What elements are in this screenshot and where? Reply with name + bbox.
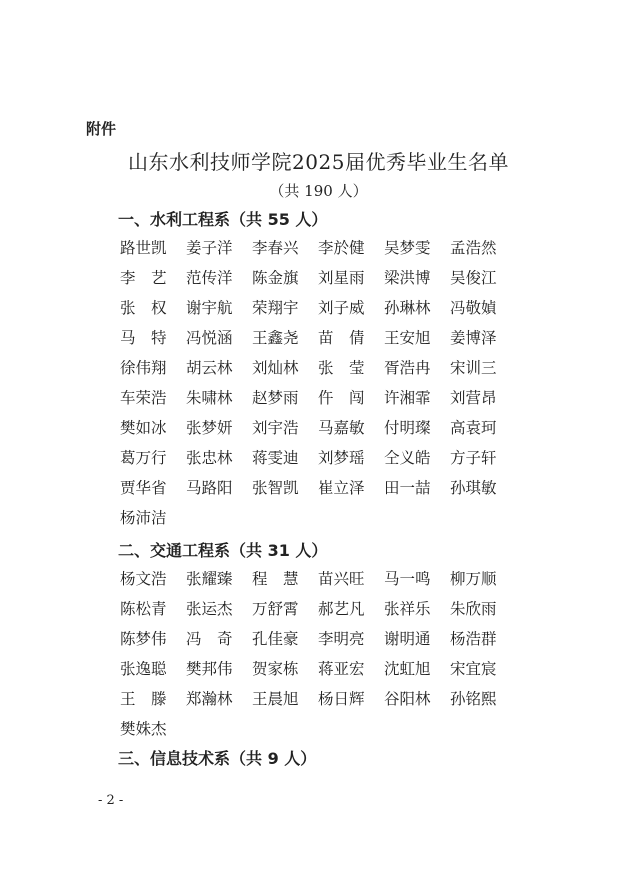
graduate-name: 谢明通 — [384, 630, 431, 648]
name-list-transport — [120, 564, 520, 744]
graduate-name: 仝义皓 — [384, 449, 431, 467]
graduate-name: 刘营昂 — [450, 389, 497, 407]
graduate-name: 赵梦雨 — [252, 389, 299, 407]
graduate-name: 李春兴 — [252, 239, 299, 257]
graduate-name: 宋训三 — [450, 359, 497, 377]
document-title: 山东水利技师学院2025届优秀毕业生名单 — [128, 150, 509, 174]
graduate-name: 蒋雯迪 — [252, 449, 299, 467]
section-heading-hydraulic: 一、水利工程系（共 55 人） — [118, 210, 328, 229]
graduate-name: 马嘉敏 — [318, 419, 365, 437]
graduate-name: 杨日辉 — [318, 690, 365, 708]
graduate-name: 马路阳 — [186, 479, 233, 497]
graduate-name: 樊邦伟 — [186, 660, 233, 678]
graduate-name: 吴梦雯 — [384, 239, 431, 257]
graduate-name: 高袁珂 — [450, 419, 497, 437]
graduate-name: 张智凯 — [252, 479, 299, 497]
graduate-name: 陈梦伟 — [120, 630, 167, 648]
graduate-name: 姜子洋 — [186, 239, 233, 257]
graduate-name: 陈松青 — [120, 600, 167, 618]
graduate-name: 贺家栋 — [252, 660, 299, 678]
graduate-name: 车荣浩 — [120, 389, 167, 407]
graduate-name: 刘宇浩 — [252, 419, 299, 437]
graduate-name: 王 滕 — [120, 690, 167, 708]
graduate-name: 葛万行 — [120, 449, 167, 467]
page-number: - 2 - — [98, 793, 124, 808]
graduate-name: 杨浩群 — [450, 630, 497, 648]
graduate-name: 方子轩 — [450, 449, 497, 467]
graduate-name: 李明亮 — [318, 630, 365, 648]
graduate-name: 梁洪博 — [384, 269, 431, 287]
graduate-name: 谷阳林 — [384, 690, 431, 708]
graduate-name: 陈金旗 — [252, 269, 299, 287]
graduate-name: 许湘霏 — [384, 389, 431, 407]
graduate-name: 朱欣雨 — [450, 600, 497, 618]
graduate-name: 吴俊江 — [450, 269, 497, 287]
graduate-name: 柳万顺 — [450, 570, 497, 588]
graduate-name: 冯敬媜 — [450, 299, 497, 317]
graduate-name: 刘星雨 — [318, 269, 365, 287]
graduate-name: 刘子威 — [318, 299, 365, 317]
graduate-name: 郝艺凡 — [318, 600, 365, 618]
graduate-name: 张耀臻 — [186, 570, 233, 588]
graduate-name: 崔立泽 — [318, 479, 365, 497]
graduate-name: 杨文浩 — [120, 570, 167, 588]
graduate-name: 程 慧 — [252, 570, 299, 588]
document-subtitle: （共 190 人） — [269, 182, 368, 200]
graduate-name: 马 特 — [120, 329, 167, 347]
attachment-label: 附件 — [86, 120, 117, 138]
graduate-name: 范传洋 — [186, 269, 233, 287]
graduate-name: 马一鸣 — [384, 570, 431, 588]
graduate-name: 苗 倩 — [318, 329, 365, 347]
graduate-name: 徐伟翔 — [120, 359, 167, 377]
graduate-name: 冯 奇 — [186, 630, 233, 648]
graduate-name: 朱啸林 — [186, 389, 233, 407]
graduate-name: 王鑫尧 — [252, 329, 299, 347]
graduate-name: 张逸聪 — [120, 660, 167, 678]
name-list-hydraulic — [120, 233, 520, 533]
graduate-name: 刘灿林 — [252, 359, 299, 377]
graduate-name: 荣翔宇 — [252, 299, 299, 317]
graduate-name: 郑瀚林 — [186, 690, 233, 708]
graduate-name: 孙铭熙 — [450, 690, 497, 708]
graduate-name: 李於健 — [318, 239, 365, 257]
graduate-name: 孙琪敏 — [450, 479, 497, 497]
graduate-name: 胥浩冉 — [384, 359, 431, 377]
graduate-name: 张祥乐 — [384, 600, 431, 618]
graduate-name: 张忠林 — [186, 449, 233, 467]
graduate-name: 李 艺 — [120, 269, 167, 287]
section-heading-it: 三、信息技术系（共 9 人） — [118, 749, 317, 768]
graduate-name: 樊如冰 — [120, 419, 167, 437]
graduate-name: 张 权 — [120, 299, 167, 317]
graduate-name: 刘梦瑶 — [318, 449, 365, 467]
graduate-name: 贾华省 — [120, 479, 167, 497]
graduate-name: 路世凯 — [120, 239, 167, 257]
graduate-name: 张 莹 — [318, 359, 365, 377]
graduate-name: 孔佳豪 — [252, 630, 299, 648]
graduate-name: 姜博泽 — [450, 329, 497, 347]
graduate-name: 胡云林 — [186, 359, 233, 377]
graduate-name: 孟浩然 — [450, 239, 497, 257]
graduate-name: 王晨旭 — [252, 690, 299, 708]
graduate-name: 冯悦涵 — [186, 329, 233, 347]
graduate-name: 张梦妍 — [186, 419, 233, 437]
graduate-name: 王安旭 — [384, 329, 431, 347]
graduate-name: 张运杰 — [186, 600, 233, 618]
graduate-name: 樊姝杰 — [120, 720, 167, 738]
graduate-name: 谢宇航 — [186, 299, 233, 317]
graduate-name: 蒋亚宏 — [318, 660, 365, 678]
graduate-name: 田一喆 — [384, 479, 431, 497]
graduate-name: 孙琳林 — [384, 299, 431, 317]
graduate-name: 仵 闯 — [318, 389, 365, 407]
graduate-name: 苗兴旺 — [318, 570, 365, 588]
graduate-name: 沈虹旭 — [384, 660, 431, 678]
graduate-name: 万舒霄 — [252, 600, 299, 618]
section-heading-transport: 二、交通工程系（共 31 人） — [118, 541, 328, 560]
graduate-name: 杨沛洁 — [120, 509, 167, 527]
graduate-name: 宋宜宸 — [450, 660, 497, 678]
graduate-name: 付明璨 — [384, 419, 431, 437]
